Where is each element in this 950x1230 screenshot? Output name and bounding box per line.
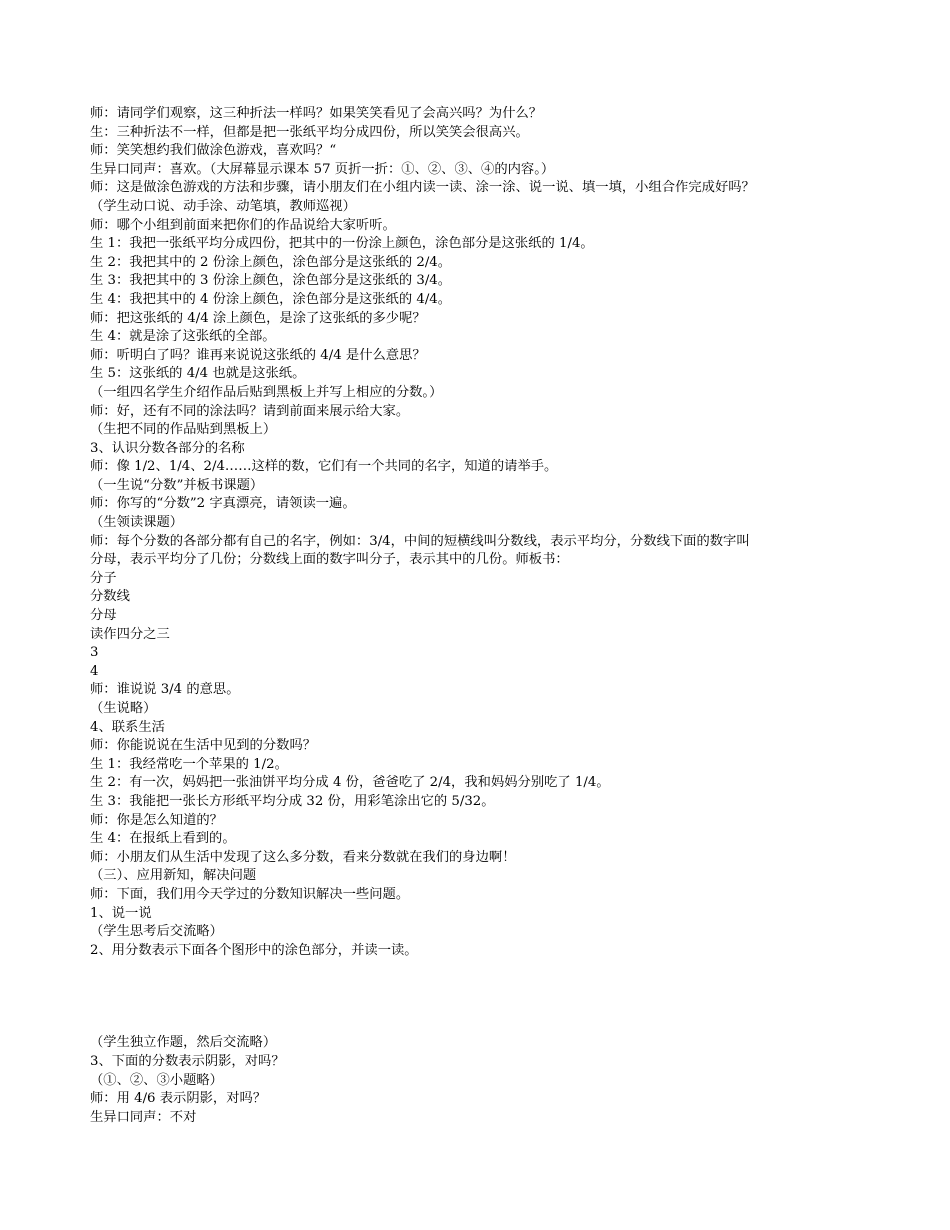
text-line: 生 4：就是涂了这张纸的全部。 bbox=[90, 329, 276, 345]
text-line: 3、下面的分数表示阴影，对吗？ bbox=[90, 1053, 285, 1069]
text-line: 师：下面，我们用今天学过的分数知识解决一些问题。 bbox=[90, 886, 410, 902]
text-line: 1、说一说 bbox=[90, 905, 152, 921]
text-line: 分数线 bbox=[90, 589, 130, 605]
text-line: 生 2：有一次，妈妈把一张油饼平均分成 4 份，爸爸吃了 2/4，我和妈妈分别吃了 1/4。 bbox=[90, 775, 610, 791]
text-line: 分子 bbox=[90, 570, 117, 586]
text-line: 生 1：我经常吃一个苹果的 1/2。 bbox=[90, 756, 288, 772]
text-line: 师：哪个小组到前面来把你们的作品说给大家听听。 bbox=[90, 217, 396, 233]
text-line: 生 4：在报纸上看到的。 bbox=[90, 831, 236, 847]
text-line: 师：谁说说 3/4 的意思。 bbox=[90, 682, 240, 698]
text-line: 师：这是做涂色游戏的方法和步骤，请小朋友们在小组内读一读、涂一涂、说一说、填一填，小组合作完成好吗？ bbox=[90, 180, 755, 196]
text-line: 生 3：我能把一张长方形纸平均分成 32 份，用彩笔涂出它的 5/32。 bbox=[90, 793, 495, 809]
text-line: 师：听明白了吗？谁再来说说这张纸的 4/4 是什么意思？ bbox=[90, 347, 426, 363]
text-line: 师：像 1/2、1/4、2/4……这样的数，它们有一个共同的名字，知道的请举手。 bbox=[90, 459, 558, 475]
text-line: 师：你是怎么知道的？ bbox=[90, 812, 223, 828]
text-line: 生 3：我把其中的 3 份涂上颜色，涂色部分是这张纸的 3/4。 bbox=[90, 273, 452, 289]
text-line: 分母，表示平均分了几份；分数线上面的数字叫分子，表示其中的几份。师板书： bbox=[90, 552, 569, 568]
text-line: 生异口同声：不对 bbox=[90, 1109, 197, 1125]
lesson-text-block-b bbox=[90, 1034, 890, 1127]
text-line: 师：请同学们观察，这三种折法一样吗？如果笑笑看见了会高兴吗？为什么？ bbox=[90, 106, 543, 121]
lesson-text-block-a bbox=[90, 105, 890, 960]
text-line: （学生独立作题，然后交流略） bbox=[90, 1035, 277, 1051]
text-line: 生 5：这张纸的 4/4 也就是这张纸。 bbox=[90, 366, 306, 382]
text-line: 4 bbox=[90, 663, 99, 679]
text-line: 师：小朋友们从生活中发现了这么多分数，看来分数就在我们的身边啊！ bbox=[90, 849, 516, 865]
text-line: （学生思考后交流略） bbox=[90, 924, 223, 940]
text-line: 师：每个分数的各部分都有自己的名字，例如：3/4，中间的短横线叫分数线，表示平均分，分数线下面的数字叫 bbox=[90, 533, 750, 549]
text-line: 生 2：我把其中的 2 份涂上颜色，涂色部分是这张纸的 2/4。 bbox=[90, 254, 452, 270]
text-line: 师：你写的“分数”2 字真漂亮，请领读一遍。 bbox=[90, 496, 356, 512]
blank-figure-area bbox=[90, 960, 890, 1034]
text-line: 师：你能说说在生活中见到的分数吗？ bbox=[90, 738, 317, 754]
text-line: （一生说“分数”并板书课题） bbox=[90, 477, 264, 493]
text-line: （学生动口说、动手涂、动笔填，教师巡视） bbox=[90, 198, 356, 214]
text-line: 读作四分之三 bbox=[90, 626, 170, 642]
text-line: （生把不同的作品贴到黑板上） bbox=[90, 422, 277, 438]
text-line: （生领读课题） bbox=[90, 515, 184, 531]
document-page bbox=[90, 105, 890, 1127]
text-line: 生：三种折法不一样，但都是把一张纸平均分成四份，所以笑笑会很高兴。 bbox=[90, 124, 529, 140]
text-line: 师：笑笑想约我们做涂色游戏，喜欢吗？“ bbox=[90, 143, 337, 159]
text-line: 生异口同声：喜欢。（大屏幕显示课本 57 页折一折：①、②、③、④的内容。） bbox=[90, 161, 555, 177]
text-line: （三）、应用新知，解决问题 bbox=[90, 868, 257, 884]
text-line: 3 bbox=[90, 645, 99, 661]
text-line: （一组四名学生介绍作品后贴到黑板上并写上相应的分数。） bbox=[90, 384, 443, 400]
text-line: 师：用 4/6 表示阴影，对吗？ bbox=[90, 1091, 267, 1107]
text-line: 生 1：我把一张纸平均分成四份，把其中的一份涂上颜色，涂色部分是这张纸的 1/4。 bbox=[90, 236, 594, 252]
text-line: 4、联系生活 bbox=[90, 719, 165, 735]
text-line: 3、认识分数各部分的名称 bbox=[90, 440, 245, 456]
text-line: 师：把这张纸的 4/4 涂上颜色，是涂了这张纸的多少呢？ bbox=[90, 310, 426, 326]
text-line: （生说略） bbox=[90, 701, 157, 716]
text-line: 师：好，还有不同的涂法吗？请到前面来展示给大家。 bbox=[90, 403, 410, 419]
text-line: 2、用分数表示下面各个图形中的涂色部分，并读一读。 bbox=[90, 942, 418, 958]
text-line: 分母 bbox=[90, 608, 117, 624]
text-line: 生 4：我把其中的 4 份涂上颜色，涂色部分是这张纸的 4/4。 bbox=[90, 291, 452, 307]
text-line: （①、②、③小题略） bbox=[90, 1072, 223, 1088]
